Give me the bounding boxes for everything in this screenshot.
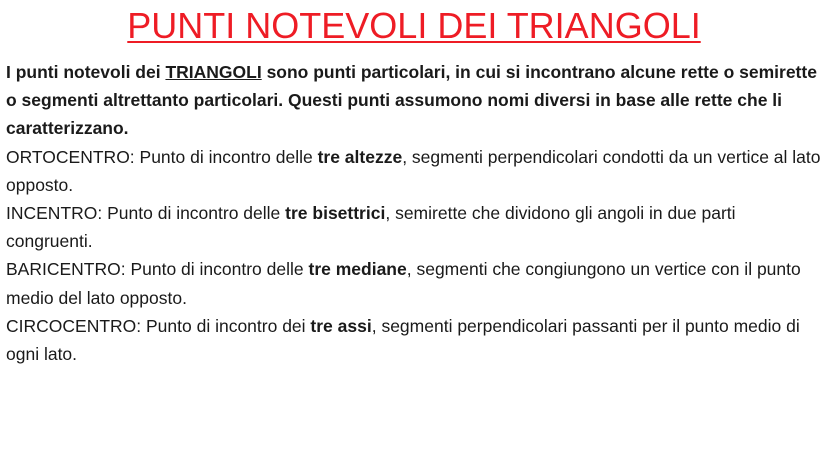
definition-lead: ORTOCENTRO: Punto di incontro delle [6,146,318,167]
definition-lead: INCENTRO: Punto di incontro delle [6,203,286,224]
intro-text-end: sono punti particolari, in cui si incontrano alcune rette o semirette o segmenti altrettanto particolari. Questi punti assumono nomi diversi in base alle rette che li caratterizzano. [6,62,817,139]
definition-incentro [6,199,824,255]
definition-tail: , segmenti perpendicolari condotti da un vertice al lato opposto. [6,146,821,195]
definition-baricentro [6,255,824,311]
definition-lead: BARICENTRO: Punto di incontro delle [6,259,309,280]
definition-key-term: tre mediane [308,259,407,280]
definition-tail: , semirette che dividono gli angoli in due parti congruenti. [6,203,736,252]
slide-body [6,58,824,368]
definition-circocentro [6,312,824,368]
definition-key-term: tre assi [310,315,372,336]
definition-key-term: tre bisettrici [285,203,386,224]
intro-text-start: I punti notevoli dei [6,62,166,82]
definition-tail: , segmenti perpendicolari passanti per il punto medio di ogni lato. [6,315,800,365]
definition-tail: , segmenti che congiungono un vertice con il punto medio del lato opposto. [6,259,801,308]
page-title: PUNTI NOTEVOLI DEI TRIANGOLI [127,5,701,46]
definition-ortocentro [6,143,824,199]
intro-underlined-term: TRIANGOLI [165,62,262,82]
definition-lead: CIRCOCENTRO: Punto di incontro dei [6,315,311,336]
definition-key-term: tre altezze [317,146,403,167]
intro-paragraph [6,58,824,143]
